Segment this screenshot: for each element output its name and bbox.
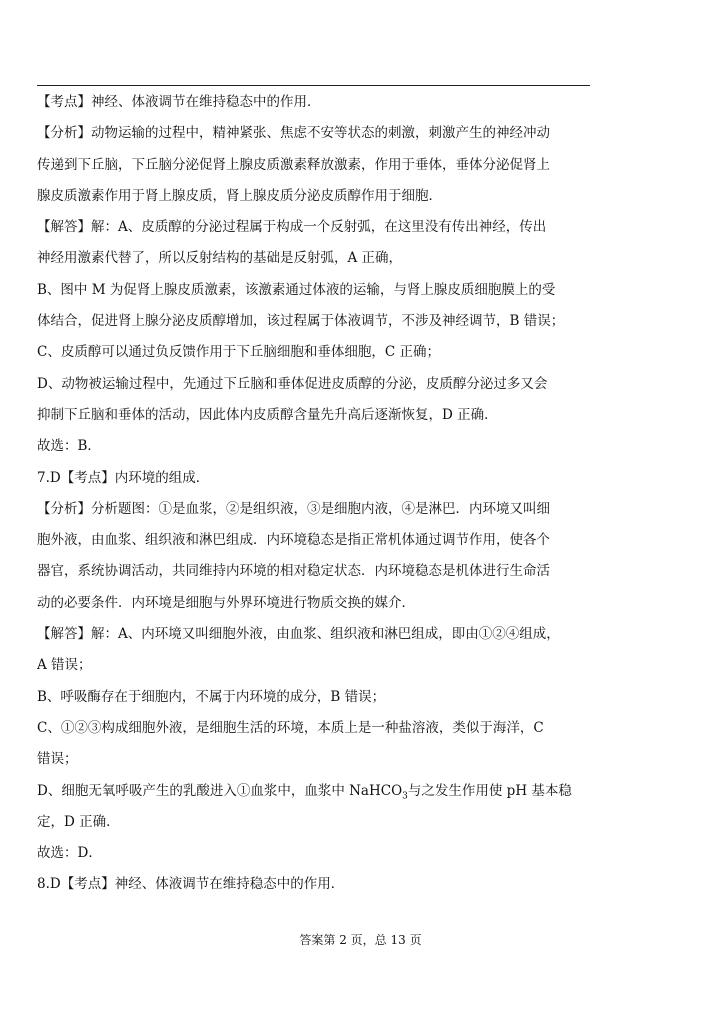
text-line-with-formula <box>37 776 593 807</box>
text-line: 动的必要条件．内环境是细胞与外界环境进行物质交换的媒介． <box>37 594 415 611</box>
formula-subscript: 3 <box>402 791 408 802</box>
text-line: 神经用激素代替了，所以反射结构的基础是反射弧，A 正确， <box>37 250 403 267</box>
text-line: 【解答】解：A、内环境又叫细胞外液，由血浆、组织液和淋巴组成，即由①②④组成， <box>37 626 560 643</box>
text-line: 胞外液，由血浆、组织液和淋巴组成．内环境稳态是指正常机体通过调节作用，使各个 <box>37 532 550 549</box>
text-line: 【分析】分析题图：①是血浆，②是组织液，③是细胞内液，④是淋巴．内环境又叫细 <box>37 500 550 517</box>
text-line: 错误； <box>37 751 78 768</box>
text-line: B、呼吸酶存在于细胞内，不属于内环境的成分，B 错误； <box>37 688 386 705</box>
answer-content <box>37 87 593 901</box>
formula-suffix: 与之发生作用使 pH 基本稳 <box>407 782 572 799</box>
text-line: C、皮质醇可以通过负反馈作用于下丘脑细胞和垂体细胞，C 正确； <box>37 344 440 361</box>
text-line: 故选：B． <box>37 438 101 455</box>
formula-prefix: D、细胞无氧呼吸产生的乳酸进入①血浆中，血浆中 NaHCO <box>37 782 403 799</box>
text-line: 【解答】解：A、皮质醇的分泌过程属于构成一个反射弧，在这里没有传出神经，传出 <box>37 219 547 236</box>
text-line: 【考点】神经、体液调节在维持稳态中的作用． <box>37 94 321 110</box>
text-line: C、①②③构成细胞外液，是细胞生活的环境，本质上是一种盐溶液，类似于海洋，C <box>37 719 544 736</box>
text-line: B、图中 M 为促肾上腺皮质激素，该激素通过体液的运输，与肾上腺皮质细胞膜上的受 <box>37 281 556 298</box>
text-line: 体结合，促进肾上腺分泌皮质醇增加，该过程属于体液调节，不涉及神经调节，B 错误； <box>37 313 565 330</box>
text-line: 传递到下丘脑，下丘脑分泌促肾上腺皮质激素释放激素，作用于垂体，垂体分泌促肾上 <box>37 156 550 173</box>
text-line: D、动物被运输过程中，先通过下丘脑和垂体促进皮质醇的分泌，皮质醇分泌过多又会 <box>37 375 548 392</box>
page-footer: 答案第 2 页，总 13 页 <box>299 933 422 947</box>
text-line: 7.D【考点】内环境的组成． <box>37 469 210 486</box>
header-rule <box>37 85 590 86</box>
text-line: 抑制下丘脑和垂体的活动，因此体内皮质醇含量先升高后逐渐恢复，D 正确． <box>37 406 498 423</box>
text-line: 故选：D． <box>37 845 102 862</box>
text-line: 8.D【考点】神经、体液调节在维持稳态中的作用． <box>37 876 345 893</box>
text-line: 器官，系统协调活动，共同维持内环境的相对稳定状态．内环境稳态是机体进行生命活 <box>37 563 550 580</box>
text-line: 腺皮质激素作用于肾上腺皮质，肾上腺皮质分泌皮质醇作用于细胞． <box>37 187 442 204</box>
text-line: A 错误； <box>37 657 92 674</box>
text-line: 【分析】动物运输的过程中，精神紧张、焦虑不安等状态的刺激，刺激产生的神经冲动 <box>37 125 550 142</box>
text-line: 定，D 正确． <box>37 813 120 830</box>
